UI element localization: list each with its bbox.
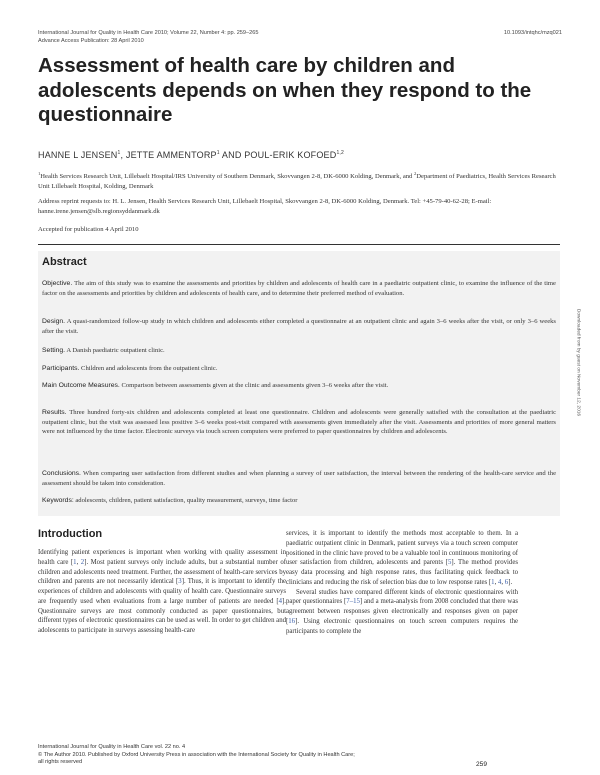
author-affil-mark: 1,2 (336, 150, 345, 156)
citation-link[interactable]: 6 (504, 578, 509, 586)
abstract-participants (42, 364, 556, 374)
abstract-objective (42, 279, 556, 298)
abstract-results (42, 408, 556, 437)
abstract-text: A quasi-randomized follow-up study in which children and adolescents either completed a questionnaire at an outpatient clinic and again 3–6 weeks after the visit, or only 3–6 weeks after the visit. (42, 318, 556, 335)
citation-link[interactable]: 2 (80, 558, 85, 566)
paragraph: services, it is important to identify the methods most acceptable to them. In a paediatric outpatient clinic in Denmark, patient surveys via a touch screen computer positioned in the clinic have proved to be a valuable tool in continuous monitoring of user satisfaction from children, adolescents and parents [5]. The method provides easy data processing and high response rates, thus facilitating quick feedback to clinicians and reducing the risk of selection bias due to low response rates [1, 4, 6]. (286, 530, 518, 586)
paragraph: Several studies have compared different kinds of electronic questionnaires with paper questionnaires [7–15] and a meta-analysis from 2008 concluded that there was agreement between responses given electronically and responses given on paper [16]. Using electronic questionnaires on touch screen computers requires the participants to complete the (286, 588, 518, 635)
affiliation-1: Health Services Research Unit, Lillebaelt Hospital/IRS University of Southern Denmark, Skovvangen 2-8, DK-6000 Kolding, Denmark, and (40, 173, 415, 181)
author-name: , JETTE AMMENTORP (120, 150, 217, 160)
affiliations (38, 169, 560, 191)
citation-link[interactable]: 16 (288, 617, 296, 625)
author-list (38, 150, 344, 160)
abstract-label: Conclusions. (42, 470, 81, 477)
paragraph: Identifying patient experiences is important when working with quality assessment in health care [1, 2]. Most patient surveys only include adults, but a substantial number of children and adolescents need treatment. Further, the assessment of health-care services by children and parents are not necessarily identical [3]. Thus, it is important to identify the experiences of children and adolescents with quality of health care. Questionnaire surveys are frequently used when evaluations from a large number of patients are needed [4]. Questionnaire surveys are most commonly conducted as paper questionnaires, but different types of electronic questionnaires can be used as well. In order to get children and adolescents to participate in surveys assessing health-care (38, 549, 287, 634)
abstract-text: adolescents, children, patient satisfaction, quality measurement, surveys, time factor (73, 497, 298, 504)
doi[interactable]: 10.1093/intqhc/mzq021 (503, 30, 562, 36)
citation-link[interactable]: 4 (497, 578, 502, 586)
abstract-label: Objective. (42, 280, 73, 287)
abstract-setting (42, 346, 556, 356)
correspondence-address: Address reprint requests to: H. L. Jensen, Health Services Research Unit, Lillebaelt Hospital, Skovvangen 2-8, DK-6000 Kolding, Denmark. Tel: +45-79-40-62-28; E-mail: hanne.irene.jensen@slb.regionsyddanmark.dk (38, 198, 492, 215)
page-footer (38, 744, 518, 767)
author-name: HANNE L JENSEN (38, 150, 118, 160)
abstract-label: Design. (42, 318, 66, 325)
affil-mark: 2 (414, 171, 417, 176)
abstract-text: The aim of this study was to examine the assessments and priorities by children and adolescents of health care in a paediatric outpatient clinic, to examine the influence of the time factor on the assessments and priorities by children and adolescents of health care, and to determine their preferred method of evaluation. (42, 280, 556, 297)
abstract-label: Participants. (42, 365, 80, 372)
abstract-text: Comparison between assessments given at the clinic and assessments given 3–6 weeks after the visit. (119, 382, 389, 389)
abstract-heading: Abstract (42, 256, 87, 268)
abstract-text: A Danish paediatric outpatient clinic. (65, 347, 165, 354)
footer-copyright: © The Author 2010. Published by Oxford University Press in association with the International Society for Quality in Health Care; (38, 751, 355, 758)
abstract-text: When comparing user satisfaction from different studies and when planning a survey of user satisfaction, the interval between the rendering of the health-care service and the assessment should be taken into consideration. (42, 470, 556, 487)
section-heading-introduction: Introduction (38, 528, 103, 540)
body-column-left (38, 548, 286, 636)
abstract-keywords (42, 496, 556, 506)
citation-link[interactable]: 3 (178, 578, 182, 586)
abstract-label: Main Outcome Measures. (42, 382, 120, 389)
abstract-text: Three hundred forty-six children and adolescents completed at least one questionnaire. Children and adolescents were generally satisfied with the consultation at the paediatric outpatient clinic, but the visit was assessed less positive 3–6 weeks post-visit compared with assessments given immediately after the visit. Assessments and priorities of more general matters were not influenced by the time factor. Electronic surveys via touch screen computers were preferred to paper questionnaires by children and adolescents. (42, 409, 556, 435)
author-affil-mark: 1 (117, 150, 121, 156)
citation-link[interactable]: 5 (448, 559, 452, 567)
affil-mark: 1 (38, 171, 41, 176)
author-affil-mark: 1 (216, 150, 220, 156)
accepted-date: Accepted for publication 4 April 2010 (38, 226, 139, 233)
download-watermark: Downloaded from by guest on November 12, 2016 (575, 308, 581, 417)
citation-link[interactable]: 7–15 (346, 598, 360, 606)
abstract-outcome (42, 381, 556, 391)
footer-rights: all rights reserved (38, 759, 83, 765)
journal-citation: International Journal for Quality in Health Care 2010; Volume 22, Number 4: pp. 259–265 (38, 30, 259, 36)
running-header (38, 30, 258, 45)
abstract-label: Results. (42, 409, 67, 416)
citation-link[interactable]: 1 (73, 558, 77, 566)
affiliation-2: Department of Paediatrics, Health Services Research Unit Lillebaelt Hospital, Kolding, Denmark (38, 173, 556, 190)
abstract-label: Setting. (42, 347, 66, 354)
citation-link[interactable]: 1 (491, 578, 495, 586)
article-title: Assessment of health care by children and adolescents depends on when they respond to the questionnaire (38, 54, 532, 126)
page-number: 259 (476, 761, 488, 768)
abstract-conclusions (42, 469, 556, 488)
body-column-right (286, 529, 518, 636)
footer-journal: International Journal for Quality in Health Care vol. 22 no. 4 (38, 744, 186, 750)
citation-link[interactable]: 4 (278, 597, 283, 605)
advance-access-date: Advance Access Publication: 28 April 2010 (38, 37, 144, 44)
author-name: AND POUL-ERIK KOFOED (219, 150, 337, 160)
abstract-design (42, 317, 556, 336)
abstract-text: Children and adolescents from the outpatient clinic. (79, 365, 218, 372)
divider (38, 244, 560, 245)
abstract-label: Keywords: (42, 497, 74, 504)
